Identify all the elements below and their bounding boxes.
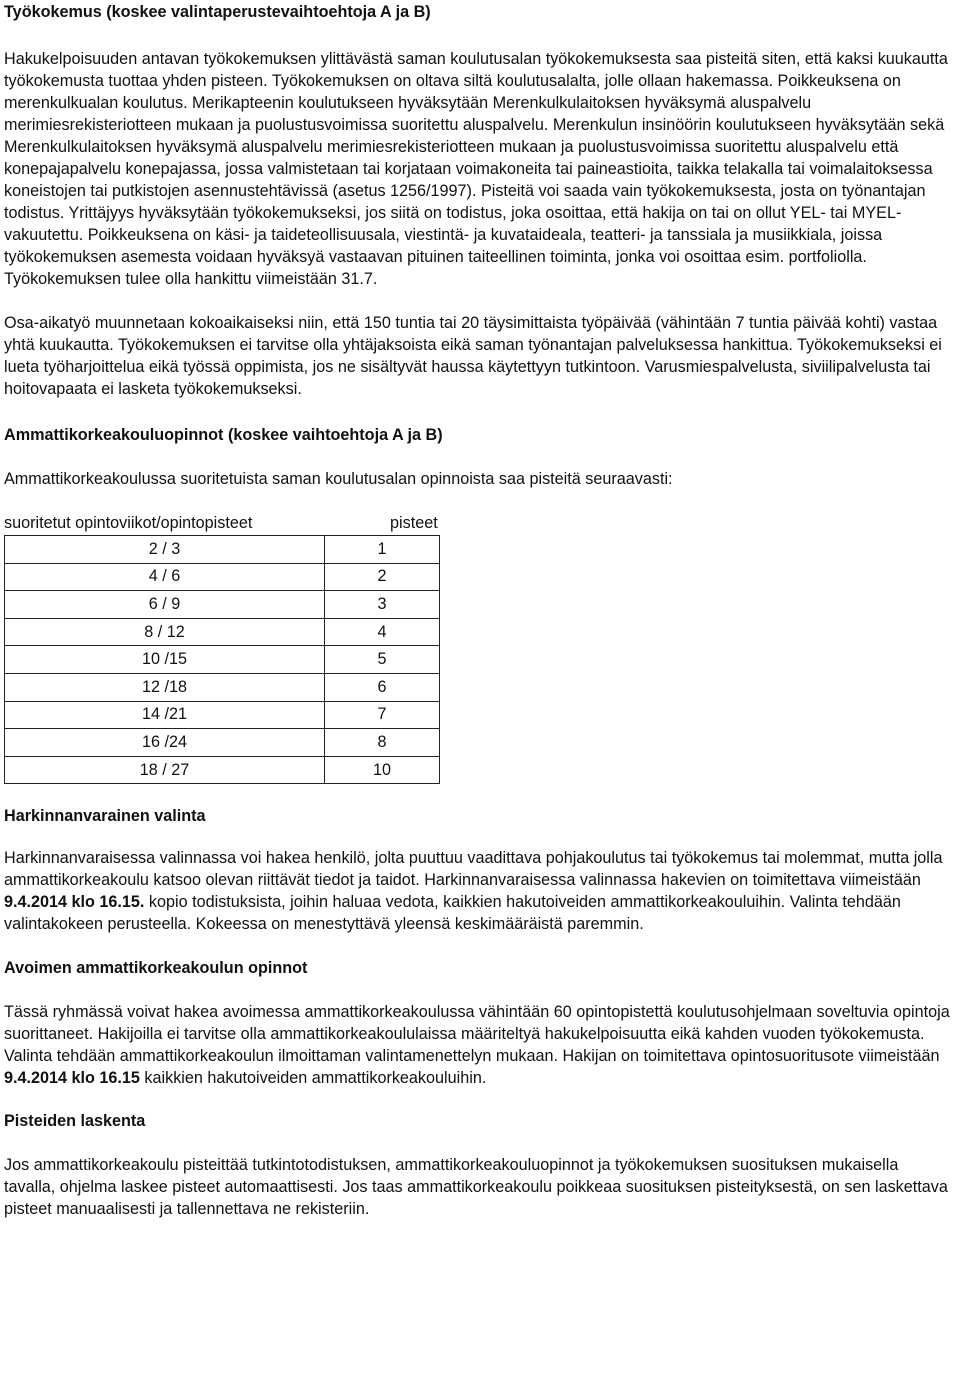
points-calculation-heading: Pisteiden laskenta bbox=[4, 1112, 146, 1131]
table-cell-credits: 10 /15 bbox=[5, 646, 325, 674]
table-cell-points: 5 bbox=[325, 646, 440, 674]
table-cell-points: 8 bbox=[325, 729, 440, 757]
work-experience-paragraph-2: Osa-aikatyö muunnetaan kokoaikaiseksi niin, että 150 tuntia tai 20 täysimittaista työpäivää (vähintään 7 tuntia päivää kohti) vastaa yhtä kuukautta. Työkokemuksen ei tarvitse olla yhtäjaksoista eikä saman työnantajan palveluksessa hankittua. Työkokemukseksi ei lueta työharjoittelua eikä työssä oppimista, jos ne sisältyvät haussa käytettyyn tutkintoon. Varusmiespalvelusta, siviilipalvelusta tai hoitovapaata ei lasketa työkokemukseksi. bbox=[4, 314, 942, 398]
points-table-block bbox=[4, 511, 954, 784]
work-experience-heading: Työkokemus (koskee valintaperustevaihtoehtoja A ja B) bbox=[4, 3, 431, 21]
table-row bbox=[5, 701, 440, 729]
discretionary-heading: Harkinnanvarainen valinta bbox=[4, 807, 206, 826]
table-cell-credits: 4 / 6 bbox=[5, 563, 325, 591]
table-cell-points: 2 bbox=[325, 563, 440, 591]
amk-studies-heading: Ammattikorkeakouluopinnot (koskee vaihtoehtoja A ja B) bbox=[4, 426, 443, 444]
table-row bbox=[5, 563, 440, 591]
table-cell-points: 4 bbox=[325, 618, 440, 646]
discretionary-text-b: kopio todistuksista, joihin haluaa vedota, kaikkien hakutoiveiden ammattikorkeakouluihin. Valinta tehdään valintakokeen perusteella. Kokeessa on menestyttävä yleensä keskimääräistä paremmin. bbox=[4, 893, 901, 934]
table-cell-points: 1 bbox=[325, 536, 440, 564]
table-cell-points: 10 bbox=[325, 756, 440, 784]
amk-studies-paragraph: Ammattikorkeakoulussa suoritetuista saman koulutusalan opinnoista saa pisteitä seuraavasti: bbox=[4, 470, 673, 488]
table-row bbox=[5, 756, 440, 784]
table-cell-credits: 2 / 3 bbox=[5, 536, 325, 564]
open-amk-heading: Avoimen ammattikorkeakoulun opinnot bbox=[4, 959, 308, 978]
discretionary-paragraph bbox=[4, 847, 954, 935]
work-experience-paragraph-1: Hakukelpoisuuden antavan työkokemuksen ylittävästä saman koulutusalan työkokemuksesta saa pisteitä siten, että kaksi kuukautta työkokemusta tuottaa yhden pisteen. Työkokemuksen on oltava siltä koulutusalalta, jolle ollaan hakemassa. Poikkeuksena on merenkulkualan koulutus. Merikapteenin koulutukseen hyväksytään Merenkulkulaitoksen hyväksymä aluspalvelu merimiesrekisteriotteen mukaan ja puolustusvoimissa suoritettu aluspalvelu. Merenkulun insinöörin koulutukseen hyväksytään sekä Merenkulkulaitoksen hyväksymä aluspalvelu merimiesrekisteriotteen mukaan ja puolustusvoimissa suoritettu aluspalvelu että konepajapalvelu konepajassa, jossa valmistetaan tai korjataan voimakoneita tai paineastioita, taikka telakalla tai voimalaitoksessa koneistojen tai putkistojen asennustehtävissä (asetus 1256/1997). Pisteitä voi saada vain työkokemuksesta, josta on työnantajan todistus. Yrittäjyys hyväksytään työkokemukseksi, jos siitä on todistus, joka osoittaa, että hakija on tai on ollut YEL- tai MYEL-vakuutettu. Poikkeuksena on käsi- ja taideteollisuusala, viestintä- ja kuvataideala, teatteri- ja tanssiala ja musiikkiala, joissa työkokemuksen asemesta voidaan hyväksyä vastaavan pituinen taiteellinen toiminta, jonka voi osoittaa esim. portfoliolla. Työkokemuksen tulee olla hankittu viimeistään 31.7. bbox=[4, 50, 948, 288]
table-cell-points: 3 bbox=[325, 591, 440, 619]
table-cell-credits: 14 /21 bbox=[5, 701, 325, 729]
table-row bbox=[5, 618, 440, 646]
table-cell-credits: 8 / 12 bbox=[5, 618, 325, 646]
open-amk-text-b: kaikkien hakutoiveiden ammattikorkeakouluihin. bbox=[139, 1069, 487, 1088]
table-cell-points: 7 bbox=[325, 701, 440, 729]
table-row bbox=[5, 729, 440, 757]
table-cell-credits: 6 / 9 bbox=[5, 591, 325, 619]
table-row bbox=[5, 591, 440, 619]
table-header-credits: suoritetut opintoviikot/opintopisteet bbox=[4, 514, 253, 532]
table-cell-credits: 12 /18 bbox=[5, 673, 325, 701]
table-cell-points: 6 bbox=[325, 673, 440, 701]
table-row bbox=[5, 646, 440, 674]
table-row bbox=[5, 536, 440, 564]
discretionary-text-a: Harkinnanvaraisessa valinnassa voi hakea henkilö, jolta puuttuu vaadittava pohjakoulutus tai työkokemus tai molemmat, mutta jolla ammattikorkeakoulu katsoo olevan riittävät tiedot ja taidot. Harkinnanvaraisessa valinnassa hakevien on toimitettava viimeistään bbox=[4, 849, 943, 890]
table-header-points: pisteet bbox=[390, 514, 438, 532]
points-table-header bbox=[4, 511, 954, 535]
open-amk-deadline: 9.4.2014 klo 16.15 bbox=[4, 1069, 140, 1088]
document-page bbox=[4, 0, 954, 1220]
points-table bbox=[4, 535, 440, 784]
table-cell-credits: 16 /24 bbox=[5, 729, 325, 757]
table-cell-credits: 18 / 27 bbox=[5, 756, 325, 784]
discretionary-deadline: 9.4.2014 klo 16.15. bbox=[4, 893, 145, 912]
open-amk-paragraph bbox=[4, 1001, 954, 1089]
open-amk-text-a: Tässä ryhmässä voivat hakea avoimessa ammattikorkeakoulussa vähintään 60 opintopistettä koulutusohjelmaan soveltuvia opintoja suorittaneet. Hakijoilla ei tarvitse olla ammattikorkeakoululaissa määriteltyä hakukelpoisuutta eikä kahden vuoden työkokemusta. Valinta tehdään ammattikorkeakoulun ilmoittaman valintamenettelyn mukaan. Hakijan on toimitettava opintosuoritusote viimeistään bbox=[4, 1003, 950, 1066]
points-calculation-paragraph: Jos ammattikorkeakoulu pisteittää tutkintotodistuksen, ammattikorkeakouluopinnot ja työkokemuksen suosituksen mukaisella tavalla, ohjelma laskee pisteet automaattisesti. Jos taas ammattikorkeakoulu poikkeaa suosituksen pisteityksestä, on sen laskettava pisteet manuaalisesti ja tallennettava ne rekisteriin. bbox=[4, 1156, 948, 1219]
table-row bbox=[5, 673, 440, 701]
